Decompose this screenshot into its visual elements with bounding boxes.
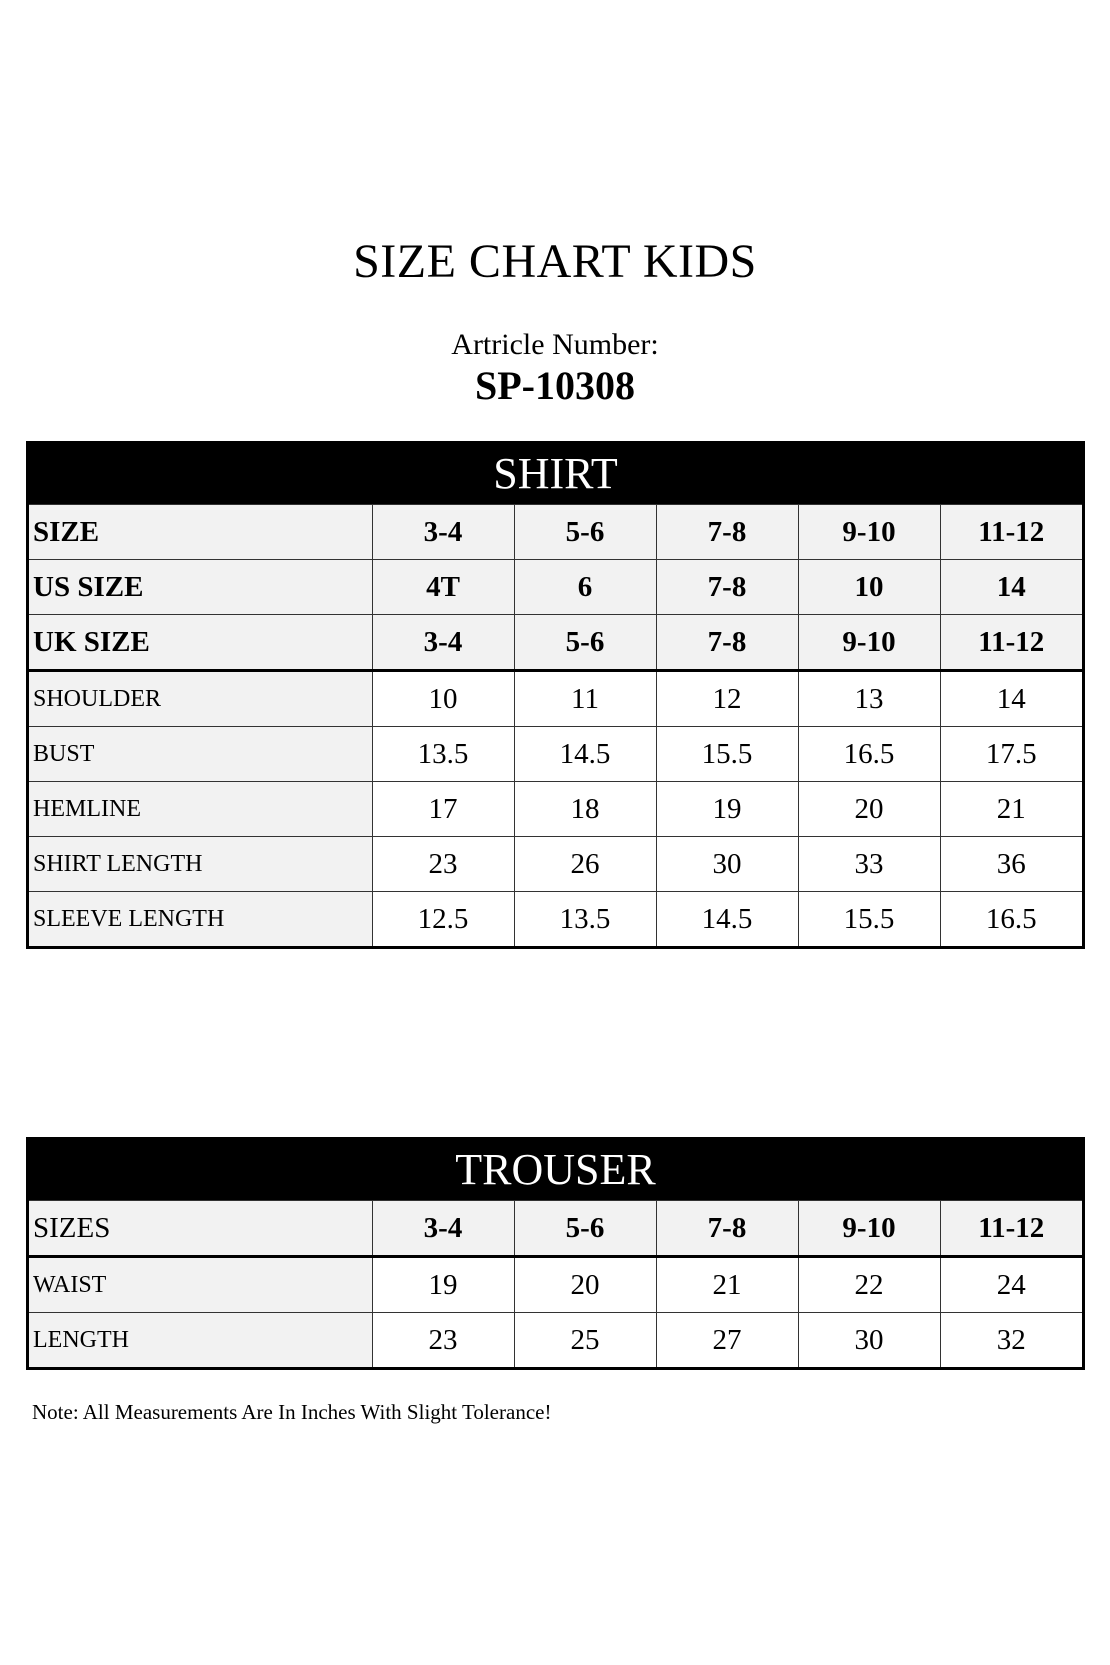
table-cell: 21 <box>656 1257 798 1313</box>
table-cell: 3-4 <box>372 615 514 671</box>
table-cell: 14 <box>940 560 1082 615</box>
row-label: WAIST <box>29 1257 372 1313</box>
table-cell: 7-8 <box>656 615 798 671</box>
table-cell: 23 <box>372 837 514 892</box>
table-cell: 3-4 <box>372 505 514 560</box>
row-label: SIZE <box>29 505 372 560</box>
table-row <box>29 837 1082 892</box>
table-cell: 14 <box>940 671 1082 727</box>
shirt-size-table <box>26 441 1085 949</box>
table-cell: 18 <box>514 782 656 837</box>
row-label: LENGTH <box>29 1313 372 1368</box>
table-cell: 5-6 <box>514 615 656 671</box>
table-cell: 12.5 <box>372 892 514 947</box>
table-cell: 32 <box>940 1313 1082 1368</box>
table-cell: 16.5 <box>798 727 940 782</box>
table-cell: 17 <box>372 782 514 837</box>
table-cell: 11-12 <box>940 505 1082 560</box>
table-row <box>29 892 1082 947</box>
table-cell: 9-10 <box>798 505 940 560</box>
table-cell: 5-6 <box>514 505 656 560</box>
page-title: SIZE CHART KIDS <box>353 235 757 288</box>
table-cell: 10 <box>798 560 940 615</box>
table-cell: 11 <box>514 671 656 727</box>
table-cell: 15.5 <box>798 892 940 947</box>
measurement-note: Note: All Measurements Are In Inches With Slight Tolerance! <box>32 1400 552 1424</box>
table-cell: 19 <box>656 782 798 837</box>
table-cell: 12 <box>656 671 798 727</box>
table-cell: 4T <box>372 560 514 615</box>
table-cell: 16.5 <box>940 892 1082 947</box>
table-cell: 15.5 <box>656 727 798 782</box>
table-cell: 14.5 <box>656 892 798 947</box>
row-label: SLEEVE LENGTH <box>29 892 372 947</box>
row-label: SIZES <box>29 1201 372 1257</box>
table-cell: 33 <box>798 837 940 892</box>
table-cell: 27 <box>656 1313 798 1368</box>
row-label: US SIZE <box>29 560 372 615</box>
row-label: HEMLINE <box>29 782 372 837</box>
article-number: SP-10308 <box>475 363 635 408</box>
trouser-size-table <box>26 1137 1085 1370</box>
table-cell: 5-6 <box>514 1201 656 1257</box>
table-cell: 14.5 <box>514 727 656 782</box>
table-row <box>29 615 1082 671</box>
table-row <box>29 782 1082 837</box>
table-cell: 6 <box>514 560 656 615</box>
table-row <box>29 1257 1082 1313</box>
row-label: BUST <box>29 727 372 782</box>
table-row <box>29 505 1082 560</box>
row-label: SHIRT LENGTH <box>29 837 372 892</box>
trouser-heading: TROUSER <box>29 1140 1082 1200</box>
trouser-table <box>29 1200 1082 1367</box>
table-row <box>29 1313 1082 1368</box>
table-cell: 26 <box>514 837 656 892</box>
table-cell: 20 <box>514 1257 656 1313</box>
table-cell: 11-12 <box>940 615 1082 671</box>
table-cell: 7-8 <box>656 560 798 615</box>
table-cell: 30 <box>656 837 798 892</box>
table-cell: 36 <box>940 837 1082 892</box>
row-label: UK SIZE <box>29 615 372 671</box>
table-cell: 7-8 <box>656 505 798 560</box>
table-cell: 17.5 <box>940 727 1082 782</box>
table-cell: 21 <box>940 782 1082 837</box>
row-label: SHOULDER <box>29 671 372 727</box>
table-row <box>29 1201 1082 1257</box>
table-cell: 3-4 <box>372 1201 514 1257</box>
table-cell: 13.5 <box>514 892 656 947</box>
table-cell: 13 <box>798 671 940 727</box>
table-cell: 9-10 <box>798 1201 940 1257</box>
table-row <box>29 727 1082 782</box>
table-cell: 23 <box>372 1313 514 1368</box>
table-cell: 22 <box>798 1257 940 1313</box>
table-cell: 30 <box>798 1313 940 1368</box>
table-cell: 9-10 <box>798 615 940 671</box>
table-cell: 11-12 <box>940 1201 1082 1257</box>
shirt-table <box>29 504 1082 946</box>
table-cell: 13.5 <box>372 727 514 782</box>
table-row <box>29 671 1082 727</box>
table-cell: 10 <box>372 671 514 727</box>
table-cell: 25 <box>514 1313 656 1368</box>
table-row <box>29 560 1082 615</box>
table-cell: 24 <box>940 1257 1082 1313</box>
table-cell: 19 <box>372 1257 514 1313</box>
table-cell: 7-8 <box>656 1201 798 1257</box>
shirt-heading: SHIRT <box>29 444 1082 504</box>
article-number-label: Artricle Number: <box>451 328 659 361</box>
table-cell: 20 <box>798 782 940 837</box>
